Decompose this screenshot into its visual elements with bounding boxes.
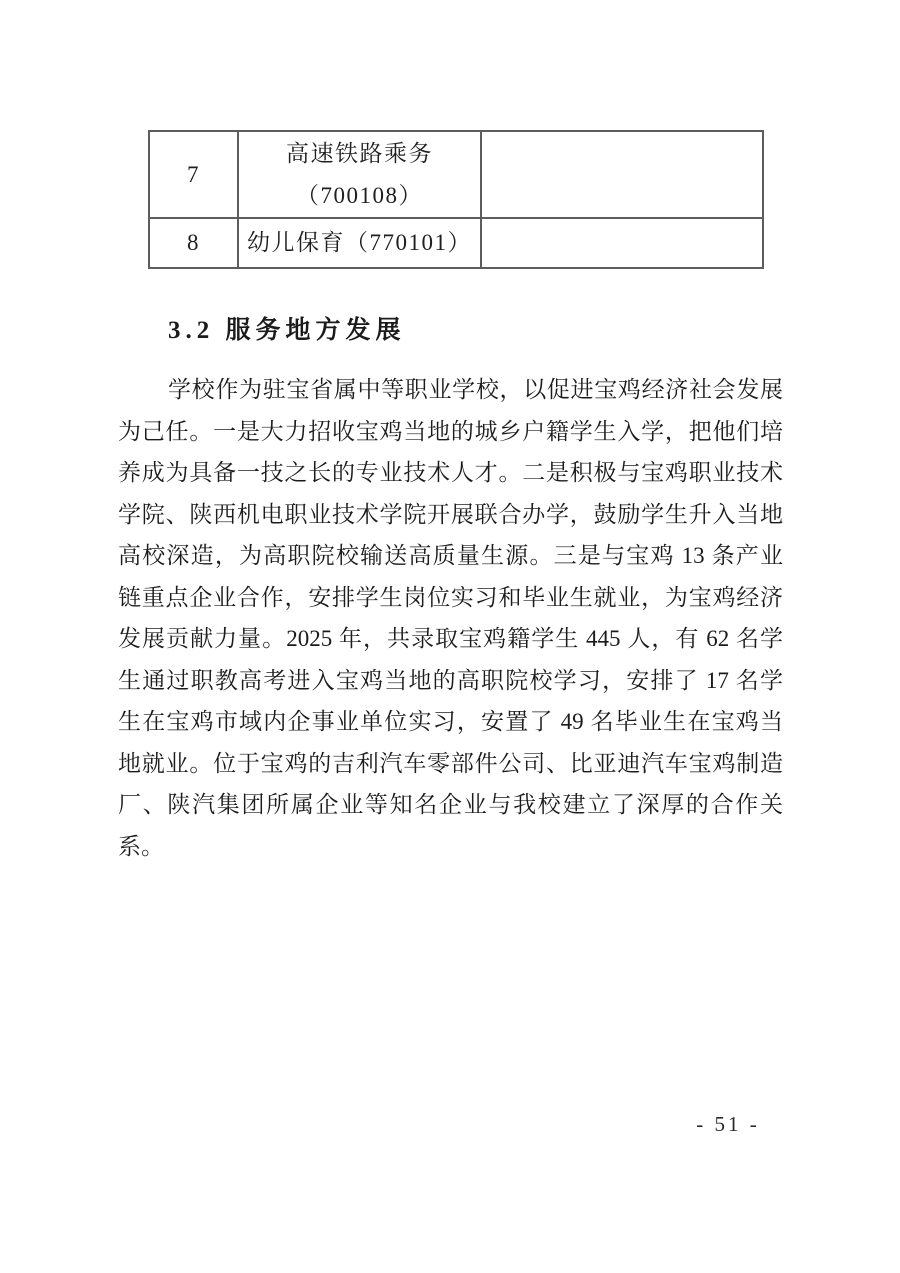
row-number-cell: 7 [149, 131, 238, 218]
empty-cell [481, 218, 763, 268]
paragraph-line: 系。 [118, 833, 164, 859]
program-name-cell [238, 218, 481, 268]
table-row-8 [149, 218, 763, 268]
paragraph-line: 学院、陕西机电职业技术学院开展联合办学，鼓励学生升入当地 [118, 501, 783, 527]
row-number-cell: 8 [149, 218, 238, 268]
program-table [148, 130, 764, 269]
page-number: - 51 - [696, 1112, 760, 1136]
body-paragraph [118, 369, 783, 867]
program-code-line: （700108） [296, 182, 423, 208]
section-heading: 3.2 服务地方发展 [168, 317, 406, 344]
program-name-cell [238, 131, 481, 218]
paragraph-line: 链重点企业合作，安排学生岗位实习和毕业生就业，为宝鸡经济 [118, 584, 783, 610]
program-name-line: 幼儿保育（770101） [247, 230, 472, 255]
paragraph-line: 为己任。一是大力招收宝鸡当地的城乡户籍学生入学，把他们培 [118, 418, 783, 444]
paragraph-line: 生在宝鸡市域内企事业单位实习，安置了 49 名毕业生在宝鸡当 [118, 709, 783, 734]
paragraph-line: 厂、陕汽集团所属企业等知名企业与我校建立了深厚的合作关 [118, 792, 783, 817]
paragraph-line: 发展贡献力量。2025 年，共录取宝鸡籍学生 445 人，有 62 名学 [118, 626, 783, 651]
paragraph-line: 学校作为驻宝省属中等职业学校，以促进宝鸡经济社会发展 [168, 377, 783, 402]
paragraph-line: 地就业。位于宝鸡的吉利汽车零部件公司、比亚迪汽车宝鸡制造 [118, 750, 783, 776]
paragraph-line: 高校深造，为高职院校输送高质量生源。三是与宝鸡 13 条产业 [118, 543, 784, 568]
program-name-line: 高速铁路乘务 [286, 140, 433, 166]
paragraph-line: 生通过职教高考进入宝鸡当地的高职院校学习，安排了 17 名学 [118, 667, 783, 693]
paragraph-line: 养成为具备一技之长的专业技术人才。二是积极与宝鸡职业技术 [118, 460, 783, 485]
table-row-7 [149, 131, 763, 218]
empty-cell [481, 131, 763, 218]
